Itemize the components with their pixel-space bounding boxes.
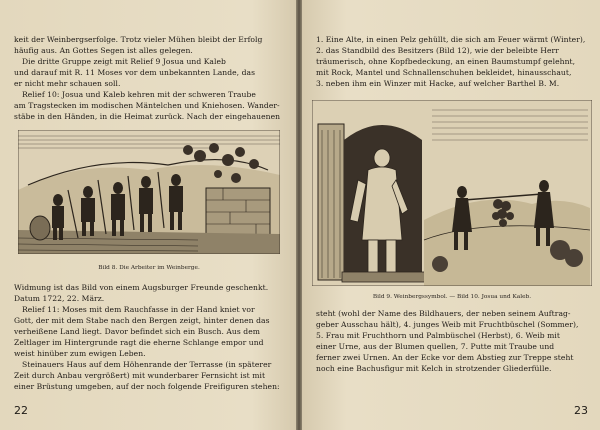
right-page-top-text xyxy=(316,34,592,89)
text-line: Datum 1722, 22. März. xyxy=(14,294,105,303)
figure-caption: Bild 8. Die Arbeiter im Weinberge. xyxy=(98,265,200,271)
text-line: Gott, der mit dem Stabe nach den Bergen zeigt, hinter denen das xyxy=(14,316,270,325)
text-line: Die dritte Gruppe zeigt mit Relief 9 Josua und Kaleb xyxy=(22,57,226,66)
right-page xyxy=(302,0,600,430)
vineyard-symbol-illustration xyxy=(312,100,592,286)
text-line: er nicht mehr schauen soll. xyxy=(14,79,121,88)
page-number: 23 xyxy=(574,404,588,417)
text-line: verheißene Land liegt. Davor befindet sich ein Busch. Aus dem xyxy=(14,327,260,336)
text-line: steht (wohl der Name des Bildhauers, der neben seinem Auftrag- xyxy=(316,309,571,318)
text-line: 5. Frau mit Fruchthorn und Palmbüschel (Herbst), 6. Weib mit xyxy=(316,331,561,340)
figure-caption: Bild 9. Weinbergssymbol. — Bild 10. Josua und Kaleb. xyxy=(372,294,532,300)
text-line: träumerisch, ohne Kopfbedeckung, an einen Baumstumpf gelehnt, xyxy=(316,57,576,66)
text-line: Zeit durch Anbau vergrößert) mit wunderbarer Fernsicht ist mit xyxy=(14,371,266,380)
text-line: 2. das Standbild des Besitzers (Bild 12), wie der beleibte Herr xyxy=(316,46,559,55)
left-page-bottom-text xyxy=(14,282,286,392)
vineyard-workers-illustration xyxy=(18,130,280,254)
text-line: noch eine Bachusfigur mit Kelch in strotzender Gliederfülle. xyxy=(316,364,552,373)
text-line: am Tragstecken im modischen Mäntelchen und Kniehosen. Wander- xyxy=(14,101,280,110)
text-line: weist hinüber zum ewigen Leben. xyxy=(14,349,146,358)
text-line: 1. Eine Alte, in einen Pelz gehüllt, die sich am Feuer wärmt (Winter), xyxy=(316,35,586,44)
text-line: einer Urne, aus der Blumen quellen, 7. Putte mit Traube und xyxy=(316,342,555,351)
text-line: Relief 11: Moses mit dem Rauchfasse in der Hand kniet vor xyxy=(22,305,255,314)
text-line: und darauf mit R. 11 Moses vor dem unbekannten Lande, das xyxy=(14,68,256,77)
text-line: mit Rock, Mantel und Schnallenschuhen bekleidet, hinausschaut, xyxy=(316,68,572,77)
page-number: 22 xyxy=(14,404,28,417)
text-line: 3. neben ihm ein Winzer mit Hacke, auf welcher Barthel B. M. xyxy=(316,79,560,88)
text-line: geber Ausschau hält), 4. junges Weib mit Fruchtbüschel (Sommer), xyxy=(316,320,579,329)
text-line: ferner zwei Urnen. An der Ecke vor dem Abstieg zur Treppe steht xyxy=(316,353,574,362)
text-line: Relief 10: Josua und Kaleb kehren mit der schweren Traube xyxy=(22,90,256,99)
text-line: Zeltlager im Hintergrunde ragt die eherne Schlange empor und xyxy=(14,338,264,347)
text-line: Widmung ist das Bild von einem Augsburger Freunde geschenkt. xyxy=(14,283,269,292)
text-line: einer Brüstung umgeben, auf der noch folgende Freifiguren stehen: xyxy=(14,382,280,391)
left-page xyxy=(0,0,296,430)
text-line: stäbe in den Händen, in die Heimat zurück. Nach der eingehauenen xyxy=(14,112,281,121)
right-page-bottom-text xyxy=(316,308,592,374)
text-line: häufig aus. An Gottes Segen ist alles gelegen. xyxy=(14,46,193,55)
text-line: keit der Weinbergserfolge. Trotz vieler Mühen bleibt der Erfolg xyxy=(14,35,263,44)
text-line: Steinauers Haus auf dem Höhenrande der Terrasse (in späterer xyxy=(22,360,272,369)
left-page-top-text xyxy=(14,34,286,122)
